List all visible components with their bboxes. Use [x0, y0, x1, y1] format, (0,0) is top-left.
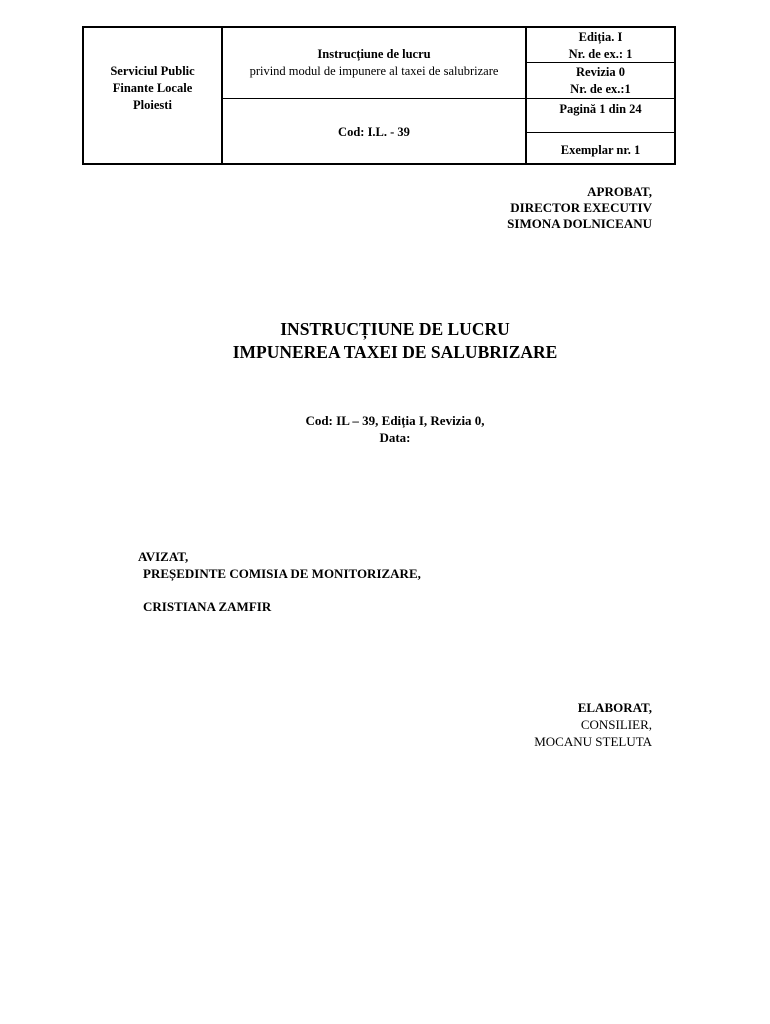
org-line: Ploiesti [133, 98, 172, 112]
endorsement-label: AVIZAT, [138, 549, 189, 564]
approval-block [507, 184, 652, 232]
page-number: Pagină 1 din 24 [559, 102, 642, 116]
code-line: Cod: IL – 39, Ediția I, Revizia 0, [305, 413, 485, 428]
org-line: Serviciul Public [110, 64, 195, 78]
code-block [0, 412, 770, 446]
endorsement-role: PREȘEDINTE COMISIA DE MONITORIZARE, [143, 566, 421, 581]
document-header-table [82, 26, 676, 165]
header-divider [223, 98, 525, 99]
copies-count: Nr. de ex.: 1 [568, 47, 633, 61]
edition: Ediția. I [578, 30, 623, 44]
title-line: IMPUNEREA TAXEI DE SALUBRIZARE [232, 342, 558, 362]
revision-cell [527, 64, 674, 98]
prepared-block [534, 699, 652, 750]
approval-label: APROBAT, [587, 184, 652, 199]
approval-name: SIMONA DOLNICEANU [507, 216, 652, 231]
header-divider [527, 98, 674, 99]
document-subject: privind modul de impunere al taxei de salubrizare [249, 64, 499, 78]
document-type: Instrucțiune de lucru [317, 47, 431, 61]
document-code: Cod: I.L. - 39 [338, 125, 410, 139]
header-divider [527, 132, 674, 133]
prepared-role: CONSILIER, [580, 717, 652, 732]
title-line: INSTRUCȚIUNE DE LUCRU [280, 319, 510, 339]
endorsement-name: CRISTIANA ZAMFIR [143, 599, 272, 614]
org-line: Finante Locale [112, 81, 193, 95]
copies-count: Nr. de ex.:1 [570, 82, 631, 96]
document-title [0, 318, 770, 364]
date-line: Data: [379, 430, 411, 445]
organization-name [84, 63, 221, 114]
document-type-cell [223, 46, 525, 80]
revision: Revizia 0 [576, 65, 625, 79]
prepared-name: MOCANU STELUTA [534, 734, 652, 749]
approval-role: DIRECTOR EXECUTIV [510, 200, 652, 215]
edition-cell [527, 29, 674, 63]
prepared-label: ELABORAT, [577, 700, 652, 715]
exemplar-number: Exemplar nr. 1 [560, 143, 641, 157]
